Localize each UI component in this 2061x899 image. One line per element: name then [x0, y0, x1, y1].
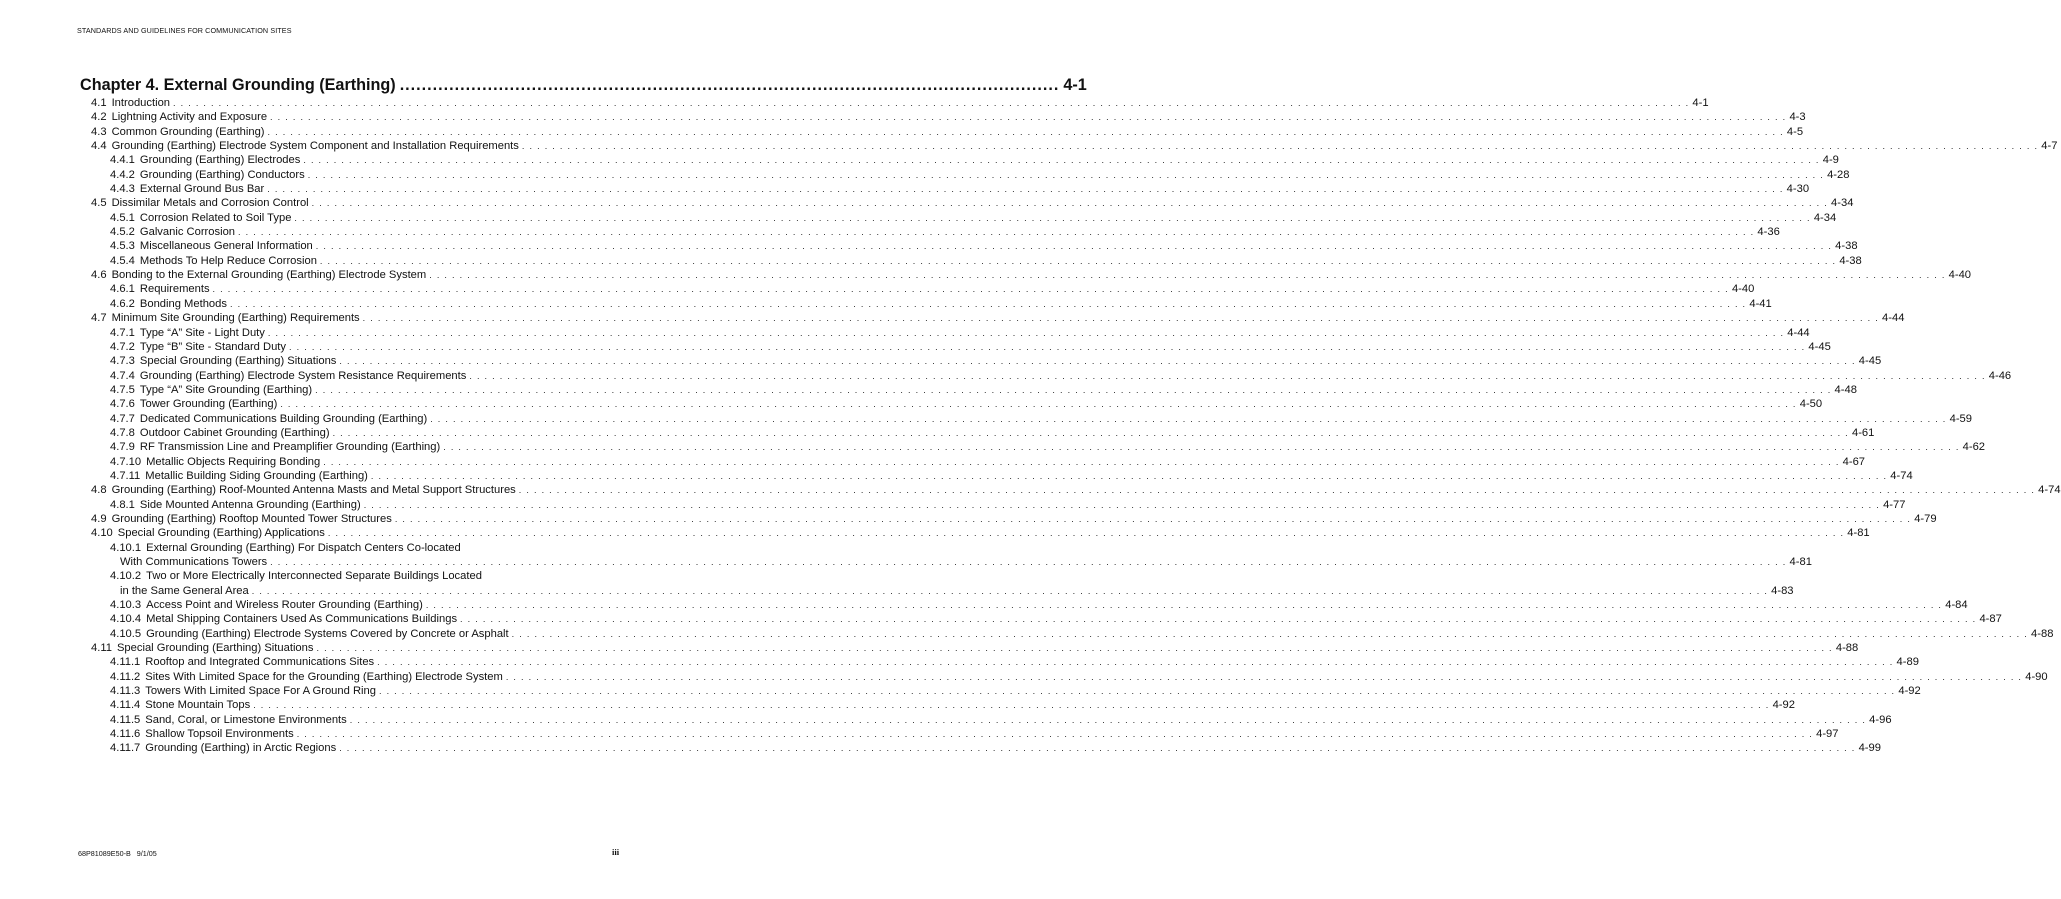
toc-entry-number: 4.7.1 [110, 326, 135, 339]
leader-dots: . . . . . . . . . . . . . . . . . . . . . . . . . . . . . . . . . . . . . . . . . . . . . . . . . . . . . . . . . . . . . . . . . . . . . . . . . . . . . . . . . . . . . . . . . . . . . . . . . . . . . . . . . . . . . . . . . . . . . . . . . . . . . . . . . . . . . . . . . . . . . . . . . . . . . . . . . . . . . . . . . . . . . . . . . . . . . . . . . . . . . . . . . . . . . . . . . . . . . . . . [460, 614, 1977, 625]
leader-dots: . . . . . . . . . . . . . . . . . . . . . . . . . . . . . . . . . . . . . . . . . . . . . . . . . . . . . . . . . . . . . . . . . . . . . . . . . . . . . . . . . . . . . . . . . . . . . . . . . . . . . . . . . . . . . . . . . . . . . . . . . . . . . . . . . . . . . . . . . . . . . . . . . . . . . . . . . . . . . . . . . . . . . . . . . . . . . . . . . . . . . . . . . . . . . . . . . . . . . . . . [425, 600, 1943, 611]
toc-entry[interactable] [91, 641, 1859, 655]
toc-entry-title: Tower Grounding (Earthing) [139, 398, 278, 411]
toc-entry-page: 4-62 [1962, 441, 1986, 454]
leader-dots: . . . . . . . . . . . . . . . . . . . . . . . . . . . . . . . . . . . . . . . . . . . . . . . . . . . . . . . . . . . . . . . . . . . . . . . . . . . . . . . . . . . . . . . . . . . . . . . . . . . . . . . . . . . . . . . . . . . . . . . . . . . . . . . . . . . . . . . . . . . . . . . . . . . . . . . . . . . . . . . . . . . . . . . . . . . . . . . . . . . . . . . . . . . . . . . . . . . . . . . . [315, 384, 1832, 395]
toc-entry-number: 4.8.1 [110, 498, 135, 511]
toc-entry[interactable] [91, 526, 1870, 540]
toc-entry-title: Grounding (Earthing) Electrode System Component and Installation Requirements [111, 140, 519, 153]
toc-entry-title: Towers With Limited Space For A Ground Ring [145, 685, 376, 698]
toc-entry-title: Grounding (Earthing) Conductors [139, 168, 305, 181]
toc-entry[interactable] [91, 541, 627, 555]
toc-entry[interactable] [91, 440, 1986, 454]
toc-entry[interactable] [91, 139, 2058, 153]
toc-entry-title: Metallic Building Siding Grounding (Earthing) [145, 469, 368, 482]
toc-chapter-entry[interactable] [80, 76, 1087, 95]
leader-dots: . . . . . . . . . . . . . . . . . . . . . . . . . . . . . . . . . . . . . . . . . . . . . . . . . . . . . . . . . . . . . . . . . . . . . . . . . . . . . . . . . . . . . . . . . . . . . . . . . . . . . . . . . . . . . . . . . . . . . . . . . . . . . . . . . . . . . . . . . . . . . . . . . . . . . . . . . . . . . . . . . . . . . . . . . . . . . . . . . . . . . . . . . . . . . . . . . . . . . . . . [377, 657, 1894, 668]
toc-entry-title: Bonding Methods [139, 297, 227, 310]
leader-dots: . . . . . . . . . . . . . . . . . . . . . . . . . . . . . . . . . . . . . . . . . . . . . . . . . . . . . . . . . . . . . . . . . . . . . . . . . . . . . . . . . . . . . . . . . . . . . . . . . . . . . . . . . . . . . . . . . . . . . . . . . . . . . . . . . . . . . . . . . . . . . . . . . . . . . . . . . . . . . . . . . . . . . . . . . . . . . . . . . . . . . . . . . . . . . . . . . . . . . . . . [253, 700, 1770, 711]
toc-entry-title: Galvanic Corrosion [139, 226, 236, 239]
toc-entry-number: 4.11.7 [110, 742, 141, 755]
toc-entry-title: Rooftop and Integrated Communications Sites [145, 656, 375, 669]
toc-entry-number: 4.7.9 [110, 441, 135, 454]
leader-dots: . . . . . . . . . . . . . . . . . . . . . . . . . . . . . . . . . . . . . . . . . . . . . . . . . . . . . . . . . . . . . . . . . . . . . . . . . . . . . . . . . . . . . . . . . . . . . . . . . . . . . . . . . . . . . . . . . . . . . . . . . . . . . . . . . . . . . . . . . . . . . . . . . . . . . . . . . . . . . . . . . . . . . . . . . . . . . . . . . . . . . . . . . . . . . . . . . . . . . . . . [270, 112, 1787, 123]
toc-entry-title: Special Grounding (Earthing) Applications [117, 527, 325, 540]
toc-entry[interactable] [91, 354, 1882, 368]
toc-entry-title: Grounding (Earthing) Electrode System Resistance Requirements [139, 369, 467, 382]
toc-entry-title: Grounding (Earthing) Electrodes [139, 154, 301, 167]
toc-entry[interactable] [91, 670, 2048, 684]
toc-entry-number: 4.11.3 [110, 685, 141, 698]
toc-entry-page: 4-74 [2038, 484, 2061, 497]
toc-entry-number: 4.11.5 [110, 713, 141, 726]
toc-entry-title: Special Grounding (Earthing) Situations [116, 642, 314, 655]
toc-entry-title: Miscellaneous General Information [139, 240, 313, 253]
toc-entry[interactable] [91, 612, 2002, 626]
leader-dots: . . . . . . . . . . . . . . . . . . . . . . . . . . . . . . . . . . . . . . . . . . . . . . . . . . . . . . . . . . . . . . . . . . . . . . . . . . . . . . . . . . . . . . . . . . . . . . . . . . . . . . . . . . . . . . . . . . . . . . . . . . . . . . . . . . . . . . . . . . . . . . . . . . . . . . . . . . . . . . . . . . . . . . . . . . . . . . . . . . . . . . . . . . . . . . . . . . . . . . . . [311, 198, 1829, 209]
toc-entry-number: 4.5.3 [110, 240, 135, 253]
toc-entry-title: Grounding (Earthing) Roof-Mounted Antenna Masts and Metal Support Structures [111, 484, 516, 497]
toc-entry-title: RF Transmission Line and Preamplifier Grounding (Earthing) [139, 441, 441, 454]
toc-entry[interactable] [91, 512, 1937, 526]
toc-entry-page: 4-36 [1757, 226, 1780, 239]
toc-entry[interactable] [91, 741, 1881, 755]
toc-entry[interactable] [91, 225, 1780, 239]
toc-entry-title: Shallow Topsoil Environments [145, 728, 294, 741]
toc-entry-title: Sand, Coral, or Limestone Environments [145, 713, 347, 726]
toc-entry-number: 4.7.8 [110, 426, 135, 439]
toc-entry-title: Type “A” Site Grounding (Earthing) [139, 383, 313, 396]
toc-entry-title: Dedicated Communications Building Grounding (Earthing) [139, 412, 428, 425]
toc-entry-page: 4-88 [2031, 627, 2054, 640]
toc-entry-number: 4.11.1 [110, 656, 141, 669]
leader-dots: . . . . . . . . . . . . . . . . . . . . . . . . . . . . . . . . . . . . . . . . . . . . . . . . . . . . . . . . . . . . . . . . . . . . . . . . . . . . . . . . . . . . . . . . . . . . . . . . . . . . . . . . . . . . . . . . . . . . . . . . . . . . . . . . . . . . . . . . . . . . . . . . . . . . . . . . . . . . . . . . . . . . . . . . . . . . . . . . . . . . . . . . . . . . . . . . . . . . . . . . [289, 341, 1806, 352]
toc-entry-page: 4-99 [1858, 742, 1881, 755]
toc-entry[interactable] [91, 655, 1919, 669]
toc-entry-number: 4.7 [91, 312, 107, 325]
footer-page-number: iii [612, 847, 620, 857]
toc-entry-title: Methods To Help Reduce Corrosion [139, 254, 317, 267]
leader-dots: . . . . . . . . . . . . . . . . . . . . . . . . . . . . . . . . . . . . . . . . . . . . . . . . . . . . . . . . . . . . . . . . . . . . . . . . . . . . . . . . . . . . . . . . . . . . . . . . . . . . . . . . . . . . . . . . . . . . . . . . . . . . . . . . . . . . . . . . . . . . . . . . . . . . . . . . . . . . . . . . . . . . . . . . . . . . . . . . . . . . . . . . . . . . . . . . . . . . . . . . [429, 270, 1946, 281]
toc-list [91, 96, 2061, 756]
leader-dots: . . . . . . . . . . . . . . . . . . . . . . . . . . . . . . . . . . . . . . . . . . . . . . . . . . . . . . . . . . . . . . . . . . . . . . . . . . . . . . . . . . . . . . . . . . . . . . . . . . . . . . . . . . . . . . . . . . . . . . . . . . . . . . . . . . . . . . . . . . . . . . . . . . . . . . . . . . . . . . . . . . . . . . . . . . . . . . . . . . . . . . . . . . . . . . . . . . . . . . . . [430, 413, 1947, 424]
toc-entry-number: 4.7.7 [110, 412, 135, 425]
toc-entry-page: 4-44 [1787, 326, 1810, 339]
toc-entry[interactable] [91, 268, 1972, 282]
leader-dots: . . . . . . . . . . . . . . . . . . . . . . . . . . . . . . . . . . . . . . . . . . . . . . . . . . . . . . . . . . . . . . . . . . . . . . . . . . . . . . . . . . . . . . . . . . . . . . . . . . . . . . . . . . . . . . . . . . . . . . . . . . . . . . . . . . . . . . . . . . . . . . . . . . . . . . . . . . . . . . . . . . . . . . . . . . . . . . . . . . . . . . . . . . . . . . . . . . . . . . . . [267, 184, 1784, 195]
leader-dots: . . . . . . . . . . . . . . . . . . . . . . . . . . . . . . . . . . . . . . . . . . . . . . . . . . . . . . . . . . . . . . . . . . . . . . . . . . . . . . . . . . . . . . . . . . . . . . . . . . . . . . . . . . . . . . . . . . . . . . . . . . . . . . . . . . . . . . . . . . . . . . . . . . . . . . . . . . . . . . . . . . . . . . . . . . . . . . . . . . . . . . . . . . . . . . . . . . . . . . . . [294, 212, 1811, 223]
toc-entry-number: 4.10.2 [110, 570, 142, 583]
toc-entry-page: 4-44 [1882, 312, 1905, 325]
leader-dots: . . . . . . . . . . . . . . . . . . . . . . . . . . . . . . . . . . . . . . . . . . . . . . . . . . . . . . . . . . . . . . . . . . . . . . . . . . . . . . . . . . . . . . . . . . . . . . . . . . . . . . . . . . . . . . . . . . . . . . . . . . . . . . . . . . . . . . . . . . . . . . . . . . . . . . . . . . . . . . . . . . . . . . . . . . . . . . . . . . . . . . . . . . . . . . . . . . . . . . . . [212, 284, 1729, 295]
toc-entry[interactable] [91, 340, 1831, 354]
toc-entry[interactable] [91, 182, 1810, 196]
leader-dots: . . . . . . . . . . . . . . . . . . . . . . . . . . . . . . . . . . . . . . . . . . . . . . . . . . . . . . . . . . . . . . . . . . . . . . . . . . . . . . . . . . . . . . . . . . . . . . . . . . . . . . . . . . . . . . . . . . . . . . . . . . . . . . . . . . . . . . . . . . . . . . . . . . . . . . . . . . . . . . . . . . . . . . . . . . . . . . . . . . . . . . . . . . . . . . . . . . . . . . . . [319, 255, 1837, 266]
toc-entry-number: 4.6.2 [110, 297, 135, 310]
leader-dots: . . . . . . . . . . . . . . . . . . . . . . . . . . . . . . . . . . . . . . . . . . . . . . . . . . . . . . . . . . . . . . . . . . . . . . . . . . . . . . . . . . . . . . . . . . . . . . . . . . . . . . . . . . . . . . . . . . . . . . . . . . . . . . . . . . . . . . . . . . . . . . . . . . . . . . . . . . . . . . . . . . . . . . . . . . . . . . . . . . . . . . . . . . . . . . . . . . . . . . . . [521, 141, 2039, 152]
toc-entry-page: 4-96 [1869, 713, 1892, 726]
toc-entry[interactable] [91, 239, 1858, 253]
toc-entry-number: 4.6 [91, 269, 107, 282]
toc-entry[interactable] [91, 196, 1854, 210]
leader-dots: . . . . . . . . . . . . . . . . . . . . . . . . . . . . . . . . . . . . . . . . . . . . . . . . . . . . . . . . . . . . . . . . . . . . . . . . . . . . . . . . . . . . . . . . . . . . . . . . . . . . . . . . . . . . . . . . . . . . . . . . . . . . . . . . . . . . . . . . . . . . . . . . . . . . . . . . . . . . . . . . . . . . . . . . . . . . . . . . . . . . . . . . . . . . . . . . . . . . . . . . [339, 743, 1856, 754]
toc-entry[interactable] [91, 383, 1857, 397]
toc-entry-number: 4.1 [91, 97, 107, 109]
toc-entry-number: 4.11.6 [110, 728, 141, 741]
toc-entry-number: 4.11 [91, 642, 112, 655]
toc-entry[interactable] [91, 426, 1875, 440]
toc-entry-continuation[interactable] [91, 584, 1794, 598]
toc-entry-title: Side Mounted Antenna Grounding (Earthing) [139, 498, 361, 511]
leader-dots: . . . . . . . . . . . . . . . . . . . . . . . . . . . . . . . . . . . . . . . . . . . . . . . . . . . . . . . . . . . . . . . . . . . . . . . . . . . . . . . . . . . . . . . . . . . . . . . . . . . . . . . . . . . . . . . . . . . . . . . . . . . . . . . . . . . . . . . . . . . . . . . . . . . . . . . . . . . . . . . . . . . . . . . . . . . . . . . . . . . . . . . . . . . . . . . . . . . . . . . . [296, 729, 1814, 740]
toc-entry-number: 4.7.11 [110, 469, 141, 482]
leader-dots: . . . . . . . . . . . . . . . . . . . . . . . . . . . . . . . . . . . . . . . . . . . . . . . . . . . . . . . . . . . . . . . . . . . . . . . . . . . . . . . . . . . . . . . . . . . . . . . . . . . . . . . . . . . . . . . . . . . . . . . . . . . . . . . . . . . . . . . . . . . . . . . . . . . . . . . . . . . . . . . . . . . . . . . . . . . . . . . . . . . . . . . . . . . . . . . . . . . . . . . . [307, 169, 1825, 180]
toc-entry-title: Grounding (Earthing) Electrode Systems Covered by Concrete or Asphalt [146, 627, 509, 640]
toc-entry-title: Bonding to the External Grounding (Earthing) Electrode System [111, 269, 427, 282]
toc-entry-title: Metal Shipping Containers Used As Communications Buildings [146, 613, 458, 626]
toc-entry-number: 4.5.2 [110, 226, 135, 239]
toc-entry[interactable] [91, 412, 1972, 426]
toc-entry[interactable] [91, 96, 1709, 110]
toc-entry-title: Type “B” Site - Standard Duty [139, 340, 287, 353]
toc-entry-title: Corrosion Related to Soil Type [139, 211, 292, 224]
toc-entry-page: 4-74 [1890, 469, 1913, 482]
toc-entry-number: 4.11.4 [110, 699, 141, 712]
toc-entry-page: 4-38 [1835, 240, 1858, 253]
leader-dots: . . . . . . . . . . . . . . . . . . . . . . . . . . . . . . . . . . . . . . . . . . . . . . . . . . . . . . . . . . . . . . . . . . . . . . . . . . . . . . . . . . . . . . . . . . . . . . . . . . . . . . . . . . . . . . . . . . . . . . . . . . . . . . . . . . . . . . . . . . . . . . . . . . . . . . . . . . . . . . . . . . . . . . . . . . . . . . . . . . . . . . . . . . . . . . . . . . . . . . . . [339, 356, 1856, 367]
running-header-title: STANDARDS AND GUIDELINES FOR COMMUNICATION SITES [77, 26, 292, 35]
toc-entry-page: 4-59 [1949, 412, 1972, 425]
toc-entry[interactable] [91, 369, 2012, 383]
toc-entry-page: 4-92 [1898, 685, 1921, 698]
toc-entry-page: 4-5 [1786, 125, 1804, 138]
toc-entry-page: 4-45 [1858, 355, 1882, 368]
toc-entry[interactable] [91, 397, 1823, 411]
toc-entry-number: 4.5.4 [110, 254, 135, 267]
leader-dots: . . . . . . . . . . . . . . . . . . . . . . . . . . . . . . . . . . . . . . . . . . . . . . . . . . . . . . . . . . . . . . . . . . . . . . . . . . . . . . . . . . . . . . . . . . . . . . . . . . . . . . . . . . . . . . . . . . . . . . . . . . . . . . . . . . . . . . . . . . . . . . . . . . . . . . . . . . . . . . . . . . . . . . . . . . . . . . . . . . . . . . . . . . . . . . . . . . . . . . . . [511, 628, 2029, 639]
leader-dots: . . . . . . . . . . . . . . . . . . . . . . . . . . . . . . . . . . . . . . . . . . . . . . . . . . . . . . . . . . . . . . . . . . . . . . . . . . . . . . . . . . . . . . . . . . . . . . . . . . . . . . . . . . . . . . . . . . . . . . . . . . . . . . . . . . . . . . . . . . . . . . . . . . . . . . . . . . . . . . . . . . . . . . . . . . . . . . . . . . . . . . . . . . . . . . . . . . . . . . . . [327, 528, 1845, 539]
leader-dots: . . . . . . . . . . . . . . . . . . . . . . . . . . . . . . . . . . . . . . . . . . . . . . . . . . . . . . . . . . . . . . . . . . . . . . . . . . . . . . . . . . . . . . . . . . . . . . . . . . . . . . . . . . . . . . . . . . . . . . . . . . . . . . . . . . . . . . . . . . . . . . . . . . . . . . . . . . . . . . . . . . . . . . . . . . . . . . . . . . . . . . . . . . . . . . . . . . . . . . . . [362, 313, 1880, 324]
chapter-page: 4-1 [1063, 76, 1087, 94]
toc-entry-title: Access Point and Wireless Router Grounding (Earthing) [146, 599, 423, 612]
toc-entry-page: 4-97 [1816, 728, 1839, 741]
toc-entry-number: 4.4 [91, 140, 107, 153]
toc-entry[interactable] [91, 727, 1839, 741]
leader-dots: . . . . . . . . . . . . . . . . . . . . . . . . . . . . . . . . . . . . . . . . . . . . . . . . . . . . . . . . . . . . . . . . . . . . . . . . . . . . . . . . . . . . . . . . . . . . . . . . . . . . . . . . . . . . . . . . . . . . . . . . . . . . . . . . . . . . . . . . . . . . . . . . . . . . . . . . . . . . . . . . . . . . . . . . . . . . . . . . . . . . . . . . . . . . . . . . . . . . . . . . [363, 499, 1881, 510]
toc-entry[interactable] [91, 254, 1862, 268]
toc-entry-number: 4.2 [91, 111, 107, 124]
leader-dots: . . . . . . . . . . . . . . . . . . . . . . . . . . . . . . . . . . . . . . . . . . . . . . . . . . . . . . . . . . . . . . . . . . . . . . . . . . . . . . . . . . . . . . . . . . . . . . . . . . . . . . . . . . . . . . . . . . . . . . . . . . . . . . . . . . . . . . . . . . . . . . . . . . . . . . . . . . . . . . . . . . . . . . . . . . . . . . . . . . . . . . . . . . . . . . . . . . . . . . . . [323, 456, 1840, 467]
toc-entry-page: 4-41 [1749, 297, 1772, 310]
toc-entry[interactable] [91, 168, 1850, 182]
leader-dots: . . . . . . . . . . . . . . . . . . . . . . . . . . . . . . . . . . . . . . . . . . . . . . . . . . . . . . . . . . . . . . . . . . . . . . . . . . . . . . . . . . . . . . . . . . . . . . . . . . . . . . . . . . . . . . . . . . . . . . . . . . . . . . . . . . . . . . . . . . . . . . . . . . . . . . . . . . . . . . . . . . . . . . . . . . . . . . . . . . . . . . . . . . . . . . . . . . . . . . . . [316, 643, 1833, 654]
leader-dots: . . . . . . . . . . . . . . . . . . . . . . . . . . . . . . . . . . . . . . . . . . . . . . . . . . . . . . . . . . . . . . . . . . . . . . . . . . . . . . . . . . . . . . . . . . . . . . . . . . . . . . . . . . . . . . . . . . . . . . . . . . . . . . . . . . . . . . . . . . . . . . . . . . . . . . . . . . . . . . . . . . . . . . . . . . . . . . . . . . . . . . . . . . . . . . . . . . . . . . . . [251, 585, 1769, 596]
toc-entry-title: Special Grounding (Earthing) Situations [139, 355, 337, 368]
toc-entry-number: 4.11.2 [110, 670, 141, 683]
toc-entry-page: 4-34 [1831, 197, 1854, 210]
toc-entry-number: 4.8 [91, 484, 107, 497]
toc-entry[interactable] [91, 627, 2054, 641]
toc-entry-title: Two or More Electrically Interconnected Separate Buildings Located [146, 570, 482, 583]
leader-dots: . . . . . . . . . . . . . . . . . . . . . . . . . . . . . . . . . . . . . . . . . . . . . . . . . . . . . . . . . . . . . . . . . . . . . . . . . . . . . . . . . . . . . . . . . . . . . . . . . . . . . . . . . . . . . . . . . . . . . . . . . . . . . . . . . . . . . . . . . . . . . . . . . . . . . . . . . . . . . . . . . . . . . . . . . . . . . . . . . . . . . . . . . . . . . . . . . . . . . . . . [267, 327, 1785, 338]
toc-entry-title: Outdoor Cabinet Grounding (Earthing) [139, 426, 330, 439]
toc-entry-page: 4-83 [1771, 584, 1794, 597]
toc-entry-title: Grounding (Earthing) Rooftop Mounted Tower Structures [111, 512, 392, 525]
toc-entry-number: 4.3 [91, 125, 107, 138]
toc-entry-title: Type “A” Site - Light Duty [139, 326, 265, 339]
toc-entry[interactable] [91, 598, 1968, 612]
toc-entry-title: Lightning Activity and Exposure [111, 111, 268, 124]
toc-entry[interactable] [91, 282, 1755, 296]
leader-dots: . . . . . . . . . . . . . . . . . . . . . . . . . . . . . . . . . . . . . . . . . . . . . . . . . . . . . . . . . . . . . . . . . . . . . . . . . . . . . . . . . . . . . . . . . . . . . . . . . . . . . . . . . . . . . . . . . . . . . . . . . . . . . . . . . . . . . . . . . . . . . . . . . . . . . . . . . . . . . . . . . . . . . . . . . . . . . . . . . . . . . . . . . . . . . . . . . . . . . . . . [443, 442, 1960, 453]
leader-dots: . . . . . . . . . . . . . . . . . . . . . . . . . . . . . . . . . . . . . . . . . . . . . . . . . . . . . . . . . . . . . . . . . . . . . . . . . . . . . . . . . . . . . . . . . . . . . . . . . . . . . . . . . . . . . . . . . . . . . . . . . . . . . . . . . . . . . . . . . . . . . . . . . . . . . . . . . . . . . . . . . . . . . . . . . . . . . . . . . . . . . . . . . . . . . . . . . . . . . . . . [280, 399, 1797, 410]
leader-dots: . . . . . . . . . . . . . . . . . . . . . . . . . . . . . . . . . . . . . . . . . . . . . . . . . . . . . . . . . . . . . . . . . . . . . . . . . . . . . . . . . . . . . . . . . . . . . . . . . . . . . . . . . . . . . . . . . . . . . . . . . . . . . . . . . . . . . . . . . . . . . . . . . . . . . . . . . . . . . . . . . . . . . . . . . . . . . . . . . . . . . . . . . . . . . . . . . . . . . . . . [303, 155, 1820, 166]
toc-entry-title: Stone Mountain Tops [145, 699, 251, 712]
toc-entry-page: 4-89 [1896, 656, 1919, 669]
footer-date: 9/1/05 [136, 849, 157, 858]
toc-entry[interactable] [91, 713, 1892, 727]
toc-entry[interactable] [91, 569, 627, 583]
leader-dots: . . . . . . . . . . . . . . . . . . . . . . . . . . . . . . . . . . . . . . . . . . . . . . . . . . . . . . . . . . . . . . . . . . . . . . . . . . . . . . . . . . . . . . . . . . . . . . . . . . . . . . . . . . . . . . . . . . . . . . . . . . . . . . . . . . . . . . . . . . . . . . . . . . . . . . . . . . . . . . . . . . . . . . . . . . . . . . . . . . . . . . . . . . . . . . . . . . . . . . . . [370, 470, 1888, 481]
toc-entry[interactable] [91, 311, 1905, 325]
toc-entry-page: 4-90 [2025, 670, 2048, 683]
toc-entry-number: 4.7.4 [110, 369, 135, 382]
toc-entry-title: Dissimilar Metals and Corrosion Control [111, 197, 309, 210]
toc-entry-page: 4-28 [1827, 168, 1850, 181]
toc-entry-number: 4.7.5 [110, 383, 135, 396]
toc-entry-title: External Ground Bus Bar [139, 183, 265, 196]
toc-entry-title-cont: in the Same General Area [120, 584, 249, 597]
leader-dots: . . . . . . . . . . . . . . . . . . . . . . . . . . . . . . . . . . . . . . . . . . . . . . . . . . . . . . . . . . . . . . . . . . . . . . . . . . . . . . . . . . . . . . . . . . . . . . . . . . . . . . . . . . . . . . . . . . . . . . . . . . . . . . . . . . . . . . . . . . . . . . . . . . . . . . . . . . . . . . . . . . . . . . . . . . . . . . . . . . . . . . . . . . . . . . . . . . . . . . . . [229, 298, 1747, 309]
running-header [77, 26, 292, 35]
toc-entry[interactable] [91, 153, 1839, 167]
leader-dots: . . . . . . . . . . . . . . . . . . . . . . . . . . . . . . . . . . . . . . . . . . . . . . . . . . . . . . . . . . . . . . . . . . . . . . . . . . . . . . . . . . . . . . . . . . . . . . . . . . . . . . . . . . . . . . . . . . . . . . . . . . . . . . . . . . . . . . . . . . . . . . . . . . . . . . . . . . . . . . . . . . . . . . . . . . . . . . . . . . . . . . . . . . . . . . . . . . . . . . . . [315, 241, 1833, 252]
toc-entry-title: Grounding (Earthing) in Arctic Regions [145, 742, 337, 755]
toc-entry-page: 4-84 [1945, 599, 1968, 612]
toc-entry[interactable] [91, 125, 1804, 139]
toc-entry-page: 4-67 [1842, 455, 1866, 468]
footer-doc-id: 68P81089E50-B [78, 849, 131, 858]
toc-entry-number: 4.9 [91, 512, 107, 525]
toc-entry-number: 4.4.2 [110, 168, 135, 181]
leader-dots: . . . . . . . . . . . . . . . . . . . . . . . . . . . . . . . . . . . . . . . . . . . . . . . . . . . . . . . . . . . . . . . . . . . . . . . . . . . . . . . . . . . . . . . . . . . . . . . . . . . . . . . . . . . . . . . . . . . . . . . . . . . . . . . . . . . . . . . . . . . . . . . . . . . . . . . . . . . . . . . . . . . . . . . . . . . . . . . . . . . . . . . . . . . . . . . . . . . . . . . . [469, 370, 1986, 381]
toc-entry-number: 4.7.10 [110, 455, 142, 468]
toc-entry-page: 4-48 [1834, 383, 1857, 396]
toc-entry-page: 4-7 [2041, 140, 2058, 153]
toc-entry-title-cont: With Communications Towers [120, 556, 268, 568]
toc-entry-page: 4-81 [1789, 556, 1812, 568]
toc-entry-continuation[interactable] [91, 555, 1812, 569]
toc-entry-title: Common Grounding (Earthing) [111, 125, 265, 138]
leader-dots: ........................................................................................................................ [399, 76, 1060, 94]
toc-entry-page: 4-40 [1731, 283, 1755, 296]
toc-entry-page: 4-45 [1808, 340, 1831, 353]
toc-entry-title: Introduction [111, 97, 171, 109]
toc-entry-page: 4-30 [1786, 183, 1810, 196]
toc-entry-number: 4.6.1 [110, 283, 135, 296]
toc-entry-page: 4-3 [1789, 111, 1806, 124]
toc-entry-page: 4-79 [1914, 512, 1937, 525]
toc-entry-number: 4.5.1 [110, 211, 135, 224]
toc-entry[interactable] [91, 211, 1837, 225]
toc-entry[interactable] [91, 110, 1806, 124]
toc-entry-number: 4.10.3 [110, 599, 142, 612]
leader-dots: . . . . . . . . . . . . . . . . . . . . . . . . . . . . . . . . . . . . . . . . . . . . . . . . . . . . . . . . . . . . . . . . . . . . . . . . . . . . . . . . . . . . . . . . . . . . . . . . . . . . . . . . . . . . . . . . . . . . . . . . . . . . . . . . . . . . . . . . . . . . . . . . . . . . . . . . . . . . . . . . . . . . . . . . . . . . . . . . . . . . . . . . . . . . . . . . . . . . . . . . [505, 671, 2023, 682]
toc-entry[interactable] [91, 498, 1906, 512]
toc-entry-page: 4-88 [1835, 642, 1859, 655]
toc-entry-number: 4.5 [91, 197, 107, 210]
toc-entry-number: 4.4.1 [110, 154, 135, 167]
toc-entry-page: 4-77 [1883, 498, 1906, 511]
toc-entry-page: 4-50 [1799, 398, 1823, 411]
leader-dots: . . . . . . . . . . . . . . . . . . . . . . . . . . . . . . . . . . . . . . . . . . . . . . . . . . . . . . . . . . . . . . . . . . . . . . . . . . . . . . . . . . . . . . . . . . . . . . . . . . . . . . . . . . . . . . . . . . . . . . . . . . . . . . . . . . . . . . . . . . . . . . . . . . . . . . . . . . . . . . . . . . . . . . . . . . . . . . . . . . . . . . . . . . . . . . . . . . . . . . . . [267, 126, 1784, 137]
toc-entry-number: 4.10 [91, 527, 113, 540]
toc-entry-title: Requirements [139, 283, 210, 296]
toc-entry[interactable] [91, 483, 2061, 497]
toc-entry-number: 4.10.4 [110, 613, 142, 626]
toc-entry-number: 4.7.3 [110, 355, 135, 368]
toc-entry-title: Sites With Limited Space for the Grounding (Earthing) Electrode System [145, 670, 503, 683]
toc-entry-number: 4.7.6 [110, 398, 135, 411]
footer-doc-info [78, 849, 157, 858]
leader-dots: . . . . . . . . . . . . . . . . . . . . . . . . . . . . . . . . . . . . . . . . . . . . . . . . . . . . . . . . . . . . . . . . . . . . . . . . . . . . . . . . . . . . . . . . . . . . . . . . . . . . . . . . . . . . . . . . . . . . . . . . . . . . . . . . . . . . . . . . . . . . . . . . . . . . . . . . . . . . . . . . . . . . . . . . . . . . . . . . . . . . . . . . . . . . . . . . . . . . . . . . [518, 485, 2036, 496]
leader-dots: . . . . . . . . . . . . . . . . . . . . . . . . . . . . . . . . . . . . . . . . . . . . . . . . . . . . . . . . . . . . . . . . . . . . . . . . . . . . . . . . . . . . . . . . . . . . . . . . . . . . . . . . . . . . . . . . . . . . . . . . . . . . . . . . . . . . . . . . . . . . . . . . . . . . . . . . . . . . . . . . . . . . . . . . . . . . . . . . . . . . . . . . . . . . . . . . . . . . . . . . [394, 513, 1912, 524]
toc-entry-page: 4-87 [1979, 613, 2002, 626]
toc-entry-title: Minimum Site Grounding (Earthing) Requirements [111, 312, 360, 325]
leader-dots: . . . . . . . . . . . . . . . . . . . . . . . . . . . . . . . . . . . . . . . . . . . . . . . . . . . . . . . . . . . . . . . . . . . . . . . . . . . . . . . . . . . . . . . . . . . . . . . . . . . . . . . . . . . . . . . . . . . . . . . . . . . . . . . . . . . . . . . . . . . . . . . . . . . . . . . . . . . . . . . . . . . . . . . . . . . . . . . . . . . . . . . . . . . . . . . . . . . . . . . . [349, 714, 1867, 725]
toc-entry-number: 4.10.1 [110, 541, 142, 554]
leader-dots: . . . . . . . . . . . . . . . . . . . . . . . . . . . . . . . . . . . . . . . . . . . . . . . . . . . . . . . . . . . . . . . . . . . . . . . . . . . . . . . . . . . . . . . . . . . . . . . . . . . . . . . . . . . . . . . . . . . . . . . . . . . . . . . . . . . . . . . . . . . . . . . . . . . . . . . . . . . . . . . . . . . . . . . . . . . . . . . . . . . . . . . . . . . . . . . . . . . . . . . . [378, 686, 1896, 697]
toc-entry-page: 4-46 [1988, 369, 2012, 382]
toc-entry-page: 4-9 [1822, 154, 1839, 167]
toc-entry[interactable] [91, 469, 1913, 483]
toc-entry-page: 4-1 [1692, 97, 1709, 109]
toc-entry-page: 4-34 [1813, 211, 1837, 224]
toc-entry-page: 4-61 [1851, 426, 1875, 439]
toc-entry-number: 4.7.2 [110, 340, 135, 353]
toc-entry[interactable] [91, 297, 1772, 311]
toc-entry-title: Metallic Objects Requiring Bonding [146, 455, 321, 468]
leader-dots: . . . . . . . . . . . . . . . . . . . . . . . . . . . . . . . . . . . . . . . . . . . . . . . . . . . . . . . . . . . . . . . . . . . . . . . . . . . . . . . . . . . . . . . . . . . . . . . . . . . . . . . . . . . . . . . . . . . . . . . . . . . . . . . . . . . . . . . . . . . . . . . . . . . . . . . . . . . . . . . . . . . . . . . . . . . . . . . . . . . . . . . . . . . . . . . . . . . . . . . . [238, 227, 1755, 238]
toc-entry[interactable] [91, 455, 1866, 469]
toc-entry-page: 4-92 [1772, 699, 1795, 712]
toc-entry[interactable] [91, 698, 1795, 712]
toc-entry-number: 4.4.3 [110, 183, 135, 196]
leader-dots: . . . . . . . . . . . . . . . . . . . . . . . . . . . . . . . . . . . . . . . . . . . . . . . . . . . . . . . . . . . . . . . . . . . . . . . . . . . . . . . . . . . . . . . . . . . . . . . . . . . . . . . . . . . . . . . . . . . . . . . . . . . . . . . . . . . . . . . . . . . . . . . . . . . . . . . . . . . . . . . . . . . . . . . . . . . . . . . . . . . . . . . . . . . . . . . . . . . . . . . . [332, 427, 1849, 438]
leader-dots: . . . . . . . . . . . . . . . . . . . . . . . . . . . . . . . . . . . . . . . . . . . . . . . . . . . . . . . . . . . . . . . . . . . . . . . . . . . . . . . . . . . . . . . . . . . . . . . . . . . . . . . . . . . . . . . . . . . . . . . . . . . . . . . . . . . . . . . . . . . . . . . . . . . . . . . . . . . . . . . . . . . . . . . . . . . . . . . . . . . . . . . . . . . . . . . . . . . . . . . . [173, 98, 1690, 108]
leader-dots: . . . . . . . . . . . . . . . . . . . . . . . . . . . . . . . . . . . . . . . . . . . . . . . . . . . . . . . . . . . . . . . . . . . . . . . . . . . . . . . . . . . . . . . . . . . . . . . . . . . . . . . . . . . . . . . . . . . . . . . . . . . . . . . . . . . . . . . . . . . . . . . . . . . . . . . . . . . . . . . . . . . . . . . . . . . . . . . . . . . . . . . . . . . . . . . . . . . . . . . . [270, 557, 1787, 567]
toc-entry[interactable] [91, 326, 1810, 340]
toc-entry-title: External Grounding (Earthing) For Dispatch Centers Co-located [146, 541, 461, 554]
toc-entry-page: 4-38 [1839, 254, 1862, 267]
toc-entry-page: 4-40 [1948, 269, 1972, 282]
toc-entry[interactable] [91, 684, 1921, 698]
toc-entry-number: 4.10.5 [110, 627, 142, 640]
chapter-title: Chapter 4. External Grounding (Earthing) [80, 76, 396, 94]
toc-entry-page: 4-81 [1847, 527, 1870, 540]
